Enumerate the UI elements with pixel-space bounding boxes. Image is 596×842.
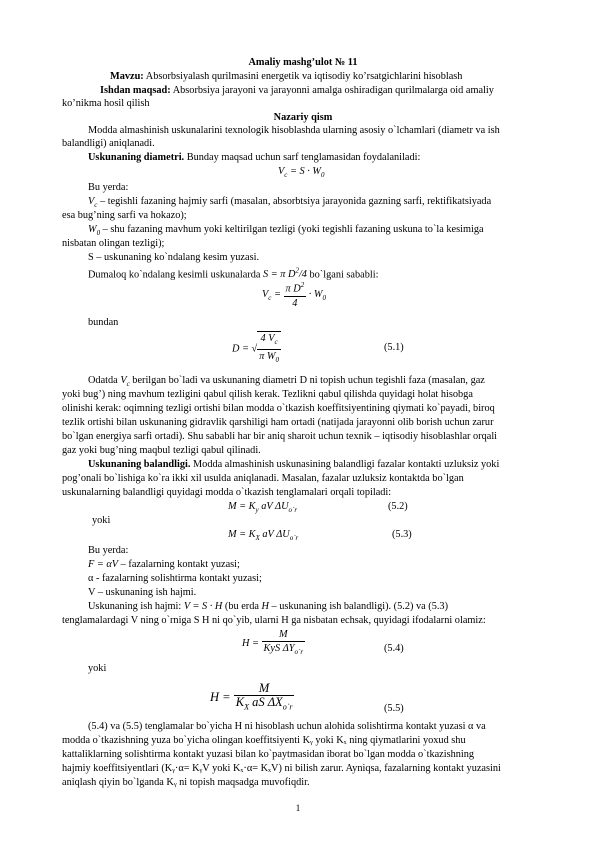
- diameter-label: Uskunaning diametri.: [88, 152, 185, 163]
- equation-5-3: $M = K_X$ aV $\Delta U_{o`r}$: [228, 529, 299, 543]
- volume-line-2: tenglamalardagi V ning o`rniga S H ni qo`yib, ularni H ga nisbatan echsak, quyidagi ifodalarni olamiz:: [62, 615, 486, 626]
- def-w0-cont: nisbatan olingan tezligi);: [62, 238, 165, 249]
- goal-text-cont: ko’nikma hosil qilish: [62, 98, 150, 109]
- here-label-2: Bu yerda:: [88, 545, 129, 556]
- eq-number-5-4: (5.4): [384, 643, 404, 654]
- def-s: S – uskunaning ko`ndalang kesim yuzasi.: [88, 252, 260, 263]
- eq-number-5-2: (5.2): [388, 501, 408, 512]
- equation-5-2: $M = K_y$ aV $\Delta U_{o`r}$: [228, 501, 298, 515]
- equation-flow: $V_c = S \cdot W_0$: [278, 166, 325, 180]
- diameter-line: [88, 151, 420, 164]
- goal-label: Ishdan maqsad:: [100, 85, 171, 96]
- last-line-4: hajmiy koeffitsiyentlari (Kᵧ·α= KᵧV yoki Kₓ·α= KₓV) ni bilish zarur. Ayniqsa, fazalarning kontakt yuzasini: [62, 763, 501, 774]
- intro-paragraph-cont: balandligi) aniqlanadi.: [62, 138, 155, 149]
- last-line-2: modda o`tkazishning yuza bo`yicha olingan koeffitsiyenti Kᵧ yoki Kₓ ning qiymatlarini yoxud shu: [62, 735, 466, 746]
- def-vc: $V_c$ – tegishli fazaning hajmiy sarfi (masalan, absorbtsiya jarayonida gazning sarfi, rektifikatsiyada: [88, 196, 492, 210]
- def-alpha: α - fazalarning solishtirma kontakt yuzasi;: [88, 573, 262, 584]
- round-section: Dumaloq ko`ndalang kesimli uskunalarda S = π $D^2/4$ bo`lgani sababli:: [88, 267, 379, 281]
- eq-number-5-3: (5.3): [392, 529, 412, 540]
- last-line-5: aniqlash qiyin bo`lganda Kᵧ ni topish maqsadga muvofiqdir.: [62, 777, 310, 788]
- odatda-line-4: tezlik ortishi bilan uskunaning gidravlik qarshiligi ham ortadi (natijada jarayonni olib borish uchun zarur: [62, 417, 494, 428]
- page-number: 1: [295, 804, 301, 814]
- equation-5-4: H = $\frac{M}{KyS \Delta Y_{o`r}}$: [242, 629, 304, 657]
- bundan-label: bundan: [88, 317, 119, 328]
- equation-round: $V_c$ = $\frac{\pi D^2}{4}$ · $W_0$: [262, 281, 326, 309]
- eq-number-5-5: (5.5): [384, 703, 404, 714]
- page-title: Amaliy mashg’ulot № 11: [248, 57, 358, 68]
- yoki-label-2: yoki: [88, 663, 107, 674]
- height-label: Uskunaning balandligi.: [88, 459, 191, 470]
- diameter-text: Bunday maqsad uchun sarf tenglamasidan foydalaniladi:: [186, 152, 421, 163]
- equation-5-5: H = $\frac{M}{K_X aS \Delta X_{o`r}}$: [210, 681, 293, 712]
- last-line-1: (5.4) va (5.5) tenglamalar bo`yicha H ni hisoblash uchun alohida solishtirma kontakt yuzasi α va: [88, 721, 486, 732]
- def-w0: $W_0$ – shu fazaning mavhum yoki keltirilgan tezligi (yoki tegishli fazaning uskuna to`la kesimiga: [88, 224, 484, 238]
- def-f: F = αV – fazalarning kontakt yuzasi;: [88, 559, 240, 570]
- intro-paragraph: Modda almashinish uskunalarini texnologik hisoblashda ularning asosiy o`lchamlari (diametr va ish: [88, 125, 500, 136]
- odatda-line-5: bo`lgan energiya sarfi ortadi). Shu sababli har bir aniq sharoit uchun texnik – iqtisodiy hisoblashlar orqali: [62, 431, 498, 442]
- height-line: Uskunaning balandligi. Modda almashinish uskunasining balandligi fazalar kontakti uzluksiz yoki: [88, 459, 500, 470]
- subject-text: Absorbsiyalash qurilmasini energetik va iqtisodiy ko’rsatgichlarini hisoblash: [145, 71, 463, 82]
- theory-heading: Nazariy qism: [273, 112, 333, 123]
- odatda-line-6: gaz yoki bug’ning maqbul tezligi qabul qilinadi.: [62, 445, 261, 456]
- yoki-label-1: yoki: [92, 515, 111, 526]
- def-vc-cont: esa bug’ning sarfi va hokazo);: [62, 210, 187, 221]
- volume-line: Uskunaning ish hajmi: V = S · H (bu erda H – uskunaning ish balandligi). (5.2) va (5.3): [88, 601, 448, 612]
- odatda-line-3: olinishi kerak: oqimning tezligi ortishi bilan modda o`tkazish koeffitsiyentining qiymati ko`payadi, biroq: [62, 403, 495, 414]
- odatda-line: Odatda $V_c$ berilgan bo`ladi va uskunaning diametri D ni topish uchun tegishli faza (masalan, gaz: [88, 375, 485, 389]
- odatda-line-2: yoki bug’) ning mavhum tezligini qabul qilish kerak. Tezlikni qabul qilishda quyidagi holat hisobga: [62, 389, 473, 400]
- height-line-3: uskunalarning balandligi quyidagi modda o`tkazish tenglamalari orqali topiladi:: [62, 487, 392, 498]
- subject-label: Mavzu:: [110, 71, 144, 82]
- here-label-1: Bu yerda:: [88, 182, 129, 193]
- eq-number-5-1: (5.1): [384, 342, 404, 353]
- last-line-3: kattaliklarning solishtirma kontakt yuzasi bilan ko`paytmasidan iborat bo`lgan modda o`tkazishning: [62, 749, 475, 760]
- subject-line: [110, 70, 462, 83]
- goal-text: Absorbsiya jarayoni va jarayonni amalga oshiradigan qurilmalarga oid amaliy: [172, 85, 494, 96]
- equation-diameter: D = √ $\frac{4 V_c}{\pi W_0}$: [232, 331, 281, 368]
- goal-line: [100, 84, 494, 97]
- def-v: V – uskunaning ish hajmi.: [88, 587, 197, 598]
- height-line-2: pog’onali bo`lishiga ko`ra ikki xil usulda aniqlanadi. Masalan, fazalar uzluksiz kontaktda bo`lgan: [62, 473, 464, 484]
